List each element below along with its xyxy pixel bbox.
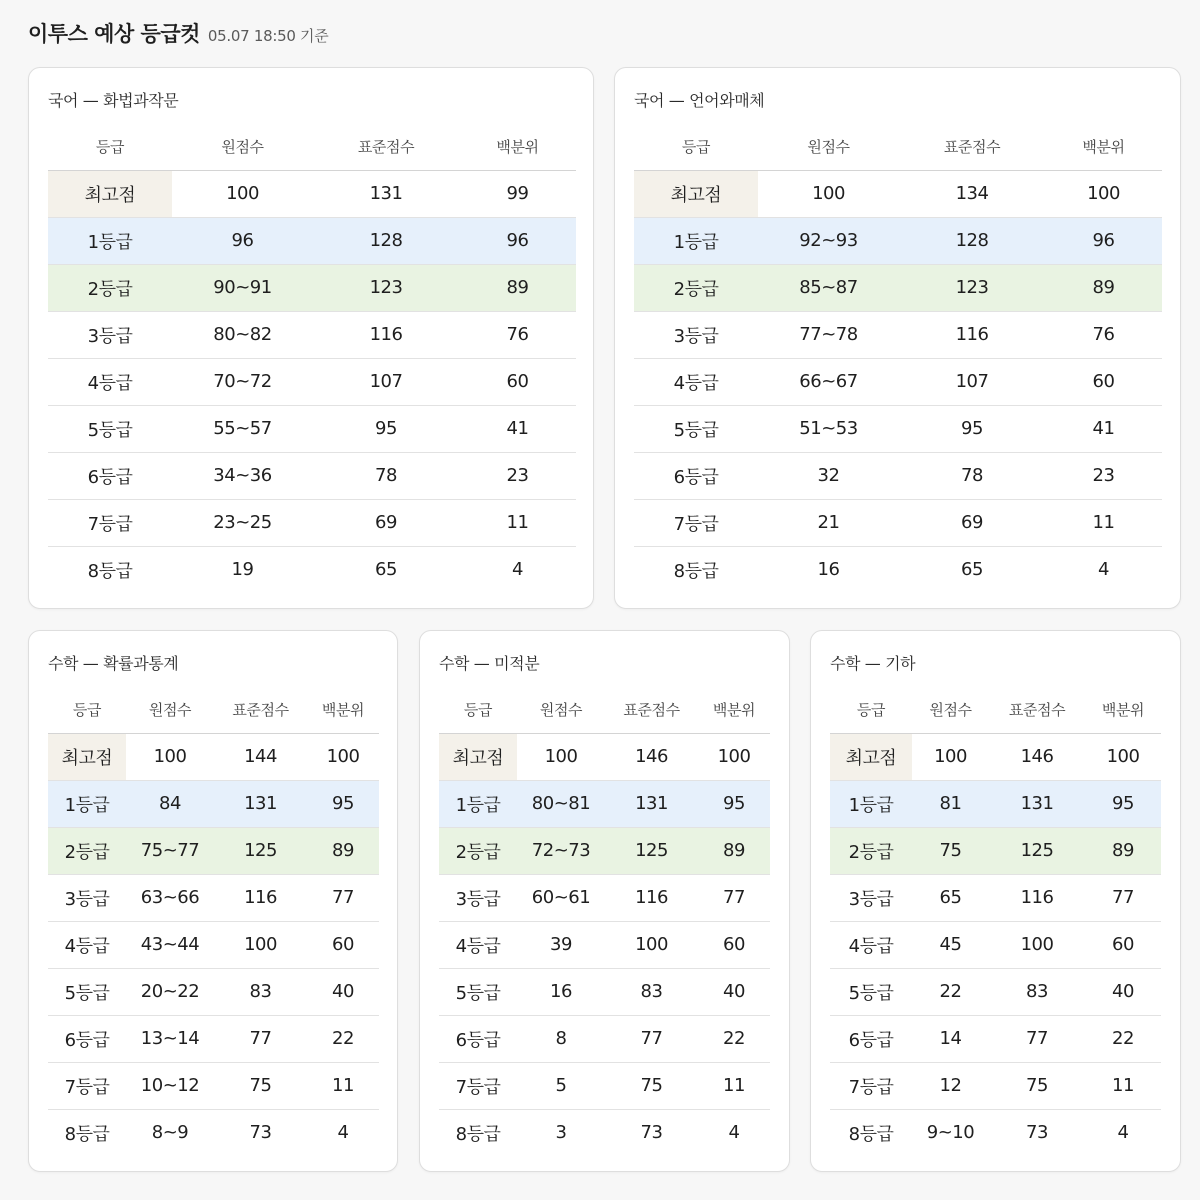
percentile-cell: 11 [1085, 1062, 1161, 1109]
standard-score-cell: 144 [214, 733, 307, 780]
raw-score-cell: 60~61 [517, 874, 605, 921]
grade-header: 등급 [830, 687, 912, 733]
grade-table [439, 687, 770, 1156]
table-row [830, 827, 1161, 874]
grade-cell: 6등급 [634, 452, 758, 499]
table-row [830, 1062, 1161, 1109]
raw-score-cell: 51~53 [758, 405, 899, 452]
percentile-cell: 77 [307, 874, 379, 921]
standard-score-cell: 69 [899, 499, 1045, 546]
standard-score-header: 표준점수 [214, 687, 307, 733]
grade-cell: 7등급 [48, 1062, 126, 1109]
table-row [634, 452, 1162, 499]
grade-cell: 최고점 [48, 733, 126, 780]
percentile-cell: 77 [698, 874, 770, 921]
percentile-header: 백분위 [1085, 687, 1161, 733]
percentile-cell: 100 [1045, 170, 1162, 217]
table-row [48, 733, 379, 780]
standard-score-cell: 73 [640, 1122, 663, 1144]
grade-cell: 5등급 [830, 968, 912, 1015]
raw-score-cell: 16 [517, 968, 605, 1015]
grade-cell: 1등급 [48, 780, 126, 827]
standard-score-cell: 125 [605, 827, 698, 874]
table-row [48, 827, 379, 874]
percentile-cell: 22 [307, 1015, 379, 1062]
grade-header: 등급 [48, 687, 126, 733]
standard-score-cell: 131 [214, 780, 307, 827]
table-header-row [634, 124, 1162, 170]
grade-cell: 7등급 [439, 1062, 517, 1109]
raw-score-cell: 39 [517, 921, 605, 968]
table-row [830, 921, 1161, 968]
grade-table [830, 687, 1161, 1156]
table-row [830, 780, 1161, 827]
table-row [48, 1062, 379, 1109]
raw-score-cell: 63~66 [126, 874, 214, 921]
grade-cell: 2등급 [634, 264, 758, 311]
subject-card-math-geometry [810, 630, 1181, 1172]
standard-score-cell: 75 [605, 1062, 698, 1109]
standard-score-cell: 123 [899, 264, 1045, 311]
grade-cell: 최고점 [830, 733, 912, 780]
standard-score-cell: 125 [214, 827, 307, 874]
raw-score-cell: 3 [555, 1122, 567, 1144]
subject-card-korean-speech-writing [28, 67, 594, 609]
grade-cell: 6등급 [830, 1015, 912, 1062]
table-row [48, 1015, 379, 1062]
page-header [28, 14, 328, 54]
percentile-cell: 4 [1098, 559, 1109, 581]
percentile-cell: 40 [1085, 968, 1161, 1015]
table-row [48, 217, 576, 264]
grade-cell: 2등급 [830, 827, 912, 874]
standard-score-header: 표준점수 [899, 124, 1045, 170]
standard-score-cell: 77 [214, 1015, 307, 1062]
grade-cell: 최고점 [439, 733, 517, 780]
raw-score-cell: 90~91 [172, 264, 313, 311]
standard-score-cell: 107 [313, 358, 459, 405]
grade-cell: 7등급 [48, 499, 172, 546]
percentile-cell: 23 [1045, 452, 1162, 499]
grade-cell: 4등급 [48, 921, 126, 968]
raw-score-cell: 96 [172, 217, 313, 264]
percentile-cell: 23 [459, 452, 576, 499]
card-title: 수학 — 미적분 [439, 654, 540, 673]
percentile-cell: 4 [1117, 1122, 1129, 1144]
standard-score-cell: 146 [989, 733, 1085, 780]
grade-cell: 6등급 [48, 452, 172, 499]
percentile-cell: 77 [1085, 874, 1161, 921]
standard-score-header: 표준점수 [605, 687, 698, 733]
grade-cell: 2등급 [48, 264, 172, 311]
percentile-cell: 4 [512, 559, 523, 581]
raw-score-cell: 5 [517, 1062, 605, 1109]
percentile-cell: 100 [1085, 733, 1161, 780]
table-row [48, 405, 576, 452]
raw-score-cell: 21 [758, 499, 899, 546]
table-row [48, 358, 576, 405]
standard-score-cell: 107 [899, 358, 1045, 405]
table-row [439, 1109, 770, 1156]
table-row [48, 546, 576, 593]
percentile-cell: 76 [459, 311, 576, 358]
raw-score-cell: 100 [172, 170, 313, 217]
percentile-cell: 22 [1085, 1015, 1161, 1062]
standard-score-cell: 100 [605, 921, 698, 968]
grade-cell: 5등급 [439, 968, 517, 1015]
table-row [634, 358, 1162, 405]
raw-score-cell: 23~25 [172, 499, 313, 546]
raw-score-cell: 100 [126, 733, 214, 780]
raw-score-cell: 10~12 [126, 1062, 214, 1109]
percentile-cell: 89 [1045, 264, 1162, 311]
grade-cell: 4등급 [830, 921, 912, 968]
raw-score-header: 원점수 [758, 124, 899, 170]
percentile-cell: 41 [1045, 405, 1162, 452]
table-row [439, 921, 770, 968]
table-row [830, 1109, 1161, 1156]
raw-score-cell: 100 [758, 170, 899, 217]
grade-cell: 1등급 [830, 780, 912, 827]
raw-score-cell: 92~93 [758, 217, 899, 264]
percentile-cell: 89 [1085, 827, 1161, 874]
grade-cell: 최고점 [48, 170, 172, 217]
raw-score-cell: 8 [517, 1015, 605, 1062]
percentile-cell: 40 [698, 968, 770, 1015]
grade-header: 등급 [439, 687, 517, 733]
raw-score-cell: 65 [912, 874, 989, 921]
subject-card-korean-language-media [614, 67, 1181, 609]
raw-score-cell: 100 [517, 733, 605, 780]
standard-score-cell: 78 [313, 452, 459, 499]
standard-score-cell: 134 [899, 170, 1045, 217]
table-row [439, 968, 770, 1015]
percentile-cell: 4 [728, 1122, 740, 1144]
standard-score-cell: 95 [313, 405, 459, 452]
standard-score-cell: 83 [605, 968, 698, 1015]
raw-score-cell: 45 [912, 921, 989, 968]
raw-score-cell: 100 [912, 733, 989, 780]
table-row [439, 733, 770, 780]
standard-score-cell: 131 [989, 780, 1085, 827]
table-row [634, 311, 1162, 358]
raw-score-cell: 32 [758, 452, 899, 499]
grade-cell: 3등급 [48, 874, 126, 921]
grade-cell: 7등급 [830, 1062, 912, 1109]
table-row [439, 827, 770, 874]
grade-cell: 2등급 [48, 827, 126, 874]
table-row [634, 217, 1162, 264]
table-row [48, 264, 576, 311]
standard-score-cell: 83 [214, 968, 307, 1015]
grade-cell: 4등급 [634, 358, 758, 405]
standard-score-cell: 95 [899, 405, 1045, 452]
percentile-cell: 89 [307, 827, 379, 874]
raw-score-cell: 20~22 [126, 968, 214, 1015]
raw-score-cell: 16 [817, 559, 840, 581]
percentile-cell: 11 [698, 1062, 770, 1109]
percentile-cell: 60 [1085, 921, 1161, 968]
percentile-header: 백분위 [1045, 124, 1162, 170]
table-row [48, 874, 379, 921]
standard-score-cell: 69 [313, 499, 459, 546]
table-header-row [48, 687, 379, 733]
table-row [830, 1015, 1161, 1062]
grade-cell: 1등급 [634, 217, 758, 264]
standard-score-header: 표준점수 [989, 687, 1085, 733]
raw-score-cell: 70~72 [172, 358, 313, 405]
percentile-cell: 11 [1045, 499, 1162, 546]
raw-score-cell: 85~87 [758, 264, 899, 311]
table-row [634, 499, 1162, 546]
raw-score-header: 원점수 [517, 687, 605, 733]
percentile-cell: 89 [459, 264, 576, 311]
table-row [48, 499, 576, 546]
card-title: 수학 — 기하 [830, 654, 916, 673]
standard-score-cell: 146 [605, 733, 698, 780]
percentile-cell: 60 [307, 921, 379, 968]
grade-cell: 최고점 [634, 170, 758, 217]
percentile-cell: 100 [307, 733, 379, 780]
standard-score-cell: 116 [899, 311, 1045, 358]
grade-cell: 8등급 [673, 560, 719, 582]
standard-score-cell: 65 [961, 559, 983, 581]
page-title: 이투스 예상 등급컷 [28, 22, 200, 46]
percentile-cell: 60 [1045, 358, 1162, 405]
percentile-cell: 95 [1085, 780, 1161, 827]
grade-cell: 3등급 [48, 311, 172, 358]
raw-score-cell: 12 [912, 1062, 989, 1109]
grade-header: 등급 [48, 124, 172, 170]
raw-score-cell: 80~81 [517, 780, 605, 827]
grade-cell: 2등급 [439, 827, 517, 874]
percentile-cell: 11 [459, 499, 576, 546]
grade-table [634, 124, 1162, 593]
table-row [48, 1109, 379, 1156]
grade-header: 등급 [634, 124, 758, 170]
standard-score-cell: 128 [899, 217, 1045, 264]
raw-score-cell: 75~77 [126, 827, 214, 874]
grade-table [48, 687, 379, 1156]
raw-score-cell: 81 [912, 780, 989, 827]
grade-cell: 8등급 [64, 1123, 110, 1145]
page-timestamp: 05.07 18:50 기준 [207, 27, 329, 45]
card-title: 국어 — 화법과작문 [48, 91, 179, 110]
card-title: 수학 — 확률과통계 [48, 654, 179, 673]
grade-cell: 8등급 [87, 560, 133, 582]
raw-score-cell: 43~44 [126, 921, 214, 968]
subject-card-math-calculus [419, 630, 790, 1172]
standard-score-cell: 116 [313, 311, 459, 358]
percentile-cell: 99 [459, 170, 576, 217]
raw-score-cell: 14 [912, 1015, 989, 1062]
standard-score-cell: 131 [605, 780, 698, 827]
raw-score-cell: 72~73 [517, 827, 605, 874]
table-row [439, 1062, 770, 1109]
grade-cell: 8등급 [455, 1123, 501, 1145]
table-row [830, 968, 1161, 1015]
table-row [439, 780, 770, 827]
raw-score-cell: 75 [912, 827, 989, 874]
raw-score-header: 원점수 [912, 687, 989, 733]
table-row [48, 921, 379, 968]
standard-score-cell: 75 [214, 1062, 307, 1109]
percentile-cell: 95 [698, 780, 770, 827]
grade-cell: 5등급 [48, 405, 172, 452]
standard-score-cell: 73 [1026, 1122, 1048, 1144]
raw-score-cell: 19 [231, 559, 254, 581]
percentile-cell: 41 [459, 405, 576, 452]
standard-score-cell: 131 [313, 170, 459, 217]
table-row [439, 1015, 770, 1062]
grade-table [48, 124, 576, 593]
raw-score-header: 원점수 [172, 124, 313, 170]
standard-score-cell: 78 [899, 452, 1045, 499]
percentile-cell: 60 [459, 358, 576, 405]
standard-score-cell: 123 [313, 264, 459, 311]
percentile-cell: 100 [698, 733, 770, 780]
table-row [634, 170, 1162, 217]
grade-cell: 6등급 [439, 1015, 517, 1062]
raw-score-cell: 13~14 [126, 1015, 214, 1062]
standard-score-cell: 75 [989, 1062, 1085, 1109]
percentile-cell: 11 [307, 1062, 379, 1109]
grade-cell: 5등급 [48, 968, 126, 1015]
table-row [830, 874, 1161, 921]
table-row [48, 170, 576, 217]
grade-cell: 4등급 [439, 921, 517, 968]
table-row [634, 405, 1162, 452]
grade-cell: 1등급 [48, 217, 172, 264]
raw-score-cell: 80~82 [172, 311, 313, 358]
percentile-header: 백분위 [698, 687, 770, 733]
raw-score-cell: 77~78 [758, 311, 899, 358]
table-row [48, 311, 576, 358]
standard-score-cell: 83 [989, 968, 1085, 1015]
percentile-cell: 40 [307, 968, 379, 1015]
raw-score-header: 원점수 [126, 687, 214, 733]
table-row [634, 264, 1162, 311]
grade-cell: 3등급 [830, 874, 912, 921]
table-row [830, 733, 1161, 780]
raw-score-cell: 9~10 [926, 1122, 975, 1144]
standard-score-cell: 116 [989, 874, 1085, 921]
percentile-header: 백분위 [459, 124, 576, 170]
percentile-cell: 96 [459, 217, 576, 264]
subject-card-math-probability [28, 630, 398, 1172]
raw-score-cell: 34~36 [172, 452, 313, 499]
grade-cell: 7등급 [634, 499, 758, 546]
standard-score-cell: 77 [989, 1015, 1085, 1062]
percentile-cell: 60 [698, 921, 770, 968]
standard-score-cell: 125 [989, 827, 1085, 874]
percentile-cell: 4 [337, 1122, 349, 1144]
table-row [634, 546, 1162, 593]
raw-score-cell: 84 [126, 780, 214, 827]
percentile-header: 백분위 [307, 687, 379, 733]
standard-score-cell: 116 [214, 874, 307, 921]
standard-score-header: 표준점수 [313, 124, 459, 170]
raw-score-cell: 66~67 [758, 358, 899, 405]
grade-cell: 3등급 [439, 874, 517, 921]
percentile-cell: 76 [1045, 311, 1162, 358]
standard-score-cell: 65 [375, 559, 397, 581]
grade-cell: 4등급 [48, 358, 172, 405]
grade-cell: 5등급 [634, 405, 758, 452]
standard-score-cell: 100 [214, 921, 307, 968]
grade-cell: 6등급 [48, 1015, 126, 1062]
grade-cell: 8등급 [848, 1123, 894, 1145]
grade-cell: 3등급 [634, 311, 758, 358]
raw-score-cell: 55~57 [172, 405, 313, 452]
table-header-row [830, 687, 1161, 733]
raw-score-cell: 22 [912, 968, 989, 1015]
percentile-cell: 22 [698, 1015, 770, 1062]
card-title: 국어 — 언어와매체 [634, 91, 765, 110]
percentile-cell: 96 [1045, 217, 1162, 264]
percentile-cell: 95 [307, 780, 379, 827]
standard-score-cell: 100 [989, 921, 1085, 968]
percentile-cell: 89 [698, 827, 770, 874]
table-row [439, 874, 770, 921]
raw-score-cell: 8~9 [151, 1122, 189, 1144]
standard-score-cell: 116 [605, 874, 698, 921]
table-row [48, 452, 576, 499]
standard-score-cell: 128 [313, 217, 459, 264]
table-row [48, 780, 379, 827]
grade-cell: 1등급 [439, 780, 517, 827]
table-header-row [439, 687, 770, 733]
standard-score-cell: 73 [249, 1122, 272, 1144]
table-row [48, 968, 379, 1015]
standard-score-cell: 77 [605, 1015, 698, 1062]
table-header-row [48, 124, 576, 170]
